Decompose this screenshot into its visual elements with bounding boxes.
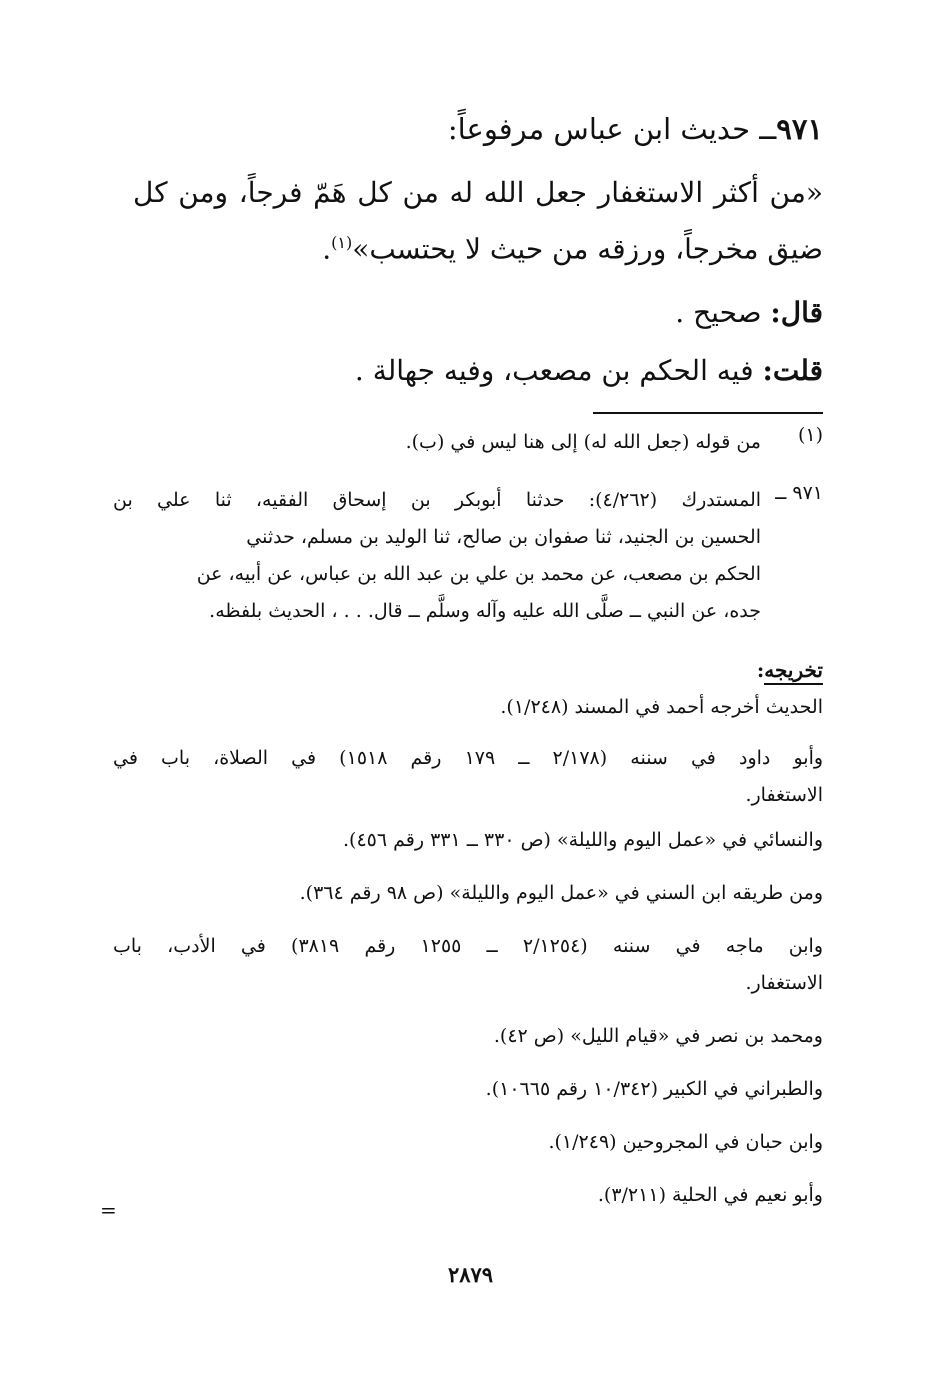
footnote-separator (593, 412, 823, 414)
takhrij-entry (133, 822, 823, 859)
takhrij-entry-1: الحديث أخرجه أحمد في المسند (١/٢٤٨). (500, 696, 823, 718)
quote-line-1: «من أكثر الاستغفار جعل الله له من كل هَمّ فرجاً، ومن كل (133, 176, 823, 209)
quote-line-2-text: ضيق مخرجاً، ورزقه من حيث لا يحتسب» (352, 232, 823, 266)
heading-text: حديث ابن عباس مرفوعاً: (447, 112, 751, 146)
footnote-971 (113, 482, 823, 630)
takhrij-entry (113, 740, 823, 814)
hadith-quote (133, 168, 823, 274)
qultu-text: فيه الحكم بن مصعب، وفيه جهالة . (354, 354, 754, 388)
qala-text: صحيح . (675, 296, 762, 330)
ruling-qultu (133, 346, 823, 396)
page-number: ٢٨٧٩ (447, 1262, 494, 1287)
takhrij-entry-2-line-2: الاستغفار. (745, 784, 823, 806)
takhrij-entry (133, 689, 823, 726)
main-text (133, 104, 823, 396)
takhrij-entry (113, 928, 823, 1002)
hadith-number: ٩٧١ (776, 112, 823, 146)
takhrij-entry-3: والنسائي في «عمل اليوم والليلة» (ص ٣٣٠ ــ ٣٣١ رقم ٤٥٦). (343, 829, 823, 851)
footnote-1-mark: (١) (797, 424, 823, 446)
takhrij-entry-8: وابن حبان في المجروحين (١/٢٤٩). (548, 1131, 823, 1153)
takhrij-entry-2-line-1: وأبو داود في سننه (٢/١٧٨ ــ ١٧٩ رقم ١٥١٨) في الصلاة، باب في (113, 747, 823, 769)
quote-line-2 (133, 218, 823, 274)
footnote-971-line-1: المستدرك (٤/٢٦٢): حدثنا أبوبكر بن إسحاق الفقيه، ثنا علي بن (113, 489, 761, 511)
takhrij-entry-5-line-1: وابن ماجه في سننه (٢/١٢٥٤ ــ ١٢٥٥ رقم ٣٨١٩) في الأدب، باب (113, 935, 823, 957)
qala-label: قال: (770, 296, 823, 330)
takhrij-title-text: تخريجه (764, 658, 823, 685)
takhrij-entry-7: والطبراني في الكبير (١٠/٣٤٢ رقم ١٠٦٦٥). (485, 1078, 823, 1100)
takhrij-entry-6: ومحمد بن نصر في «قيام الليل» (ص ٤٢). (493, 1025, 823, 1047)
ruling-qala (133, 288, 823, 338)
takhrij-title-colon: : (756, 658, 765, 682)
takhrij-title (133, 652, 823, 689)
takhrij-entry (133, 1177, 823, 1214)
quote-line-2-end: . (322, 232, 332, 266)
takhrij-entry (133, 875, 823, 912)
takhrij-entry (133, 1124, 823, 1161)
takhrij-entry-5-line-2: الاستغفار. (745, 972, 823, 994)
takhrij-section (113, 652, 823, 1214)
footnote-ref-1: (١) (331, 233, 353, 252)
footnote-971-line-4: جده، عن النبي ــ صلَّى الله عليه وآله وسلَّم ــ قال. . . ، الحديث بلفظه. (209, 600, 761, 622)
takhrij-entry-9: وأبو نعيم في الحلية (٣/٢١١). (597, 1184, 823, 1206)
continuation-mark: = (100, 1198, 117, 1222)
footnote-1 (133, 424, 823, 461)
footnote-971-line-3: الحكم بن مصعب، عن محمد بن علي بن عبد الله بن عباس، عن أبيه، عن (196, 563, 761, 585)
footnote-1-text: من قوله (جعل الله له) إلى هنا ليس في (ب). (405, 431, 761, 453)
footnote-971-line-2: الحسين بن الجنيد، ثنا صفوان بن صالح، ثنا الوليد بن مسلم، حدثني (246, 526, 761, 548)
takhrij-entry (133, 1071, 823, 1108)
takhrij-entry-4: ومن طريقه ابن السني في «عمل اليوم والليلة» (ص ٩٨ رقم ٣٦٤). (299, 882, 823, 904)
heading-dash: ــ (759, 112, 777, 146)
takhrij-entry (133, 1018, 823, 1055)
hadith-heading (133, 104, 823, 154)
footnote-971-mark: ٩٧١ ــ (775, 482, 823, 504)
qultu-label: قلت: (762, 354, 823, 388)
